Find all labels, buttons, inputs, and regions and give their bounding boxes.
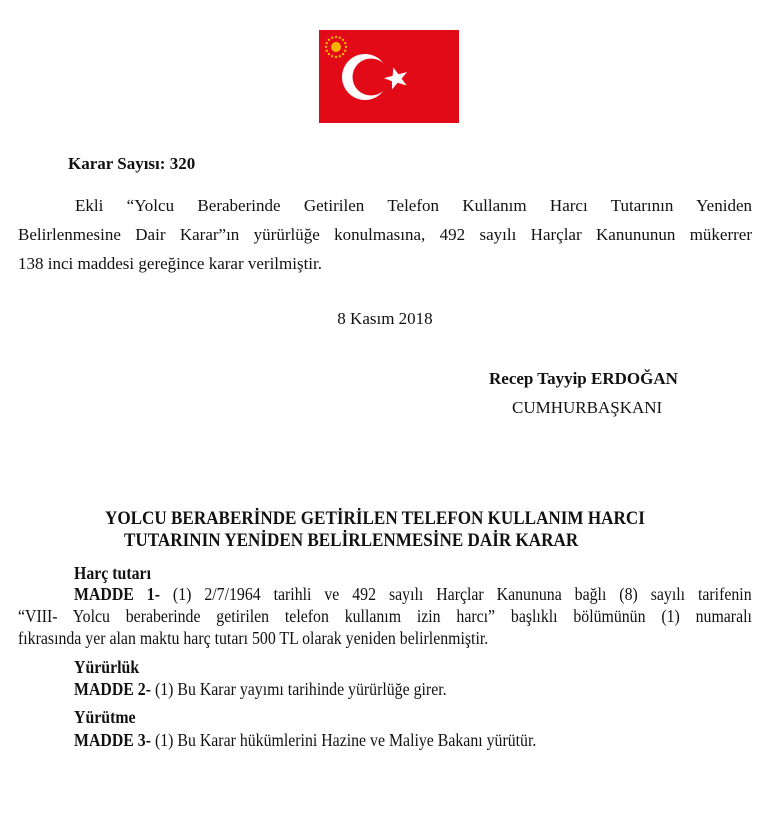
emblem-star (342, 39, 344, 41)
article-text: (1) Bu Karar hükümlerini Hazine ve Maliye Bakanı yürütür. (154, 730, 537, 750)
article-line (74, 730, 536, 751)
decree-title-line: TUTARININ YENİDEN BELİRLENMESİNE DAİR KARAR (124, 530, 579, 551)
article-heading: Harç tutarı (74, 563, 151, 583)
emblem-star (331, 55, 333, 57)
signatory-name: Recep Tayyip ERDOĞAN (489, 369, 678, 388)
emblem-star (325, 46, 327, 48)
article-heading: Yürütme (74, 707, 136, 727)
article-line: fıkrasında yer alan maktu harç tutarı 500 TL olarak yeniden belirlenmiştir. (18, 628, 489, 648)
decision-number (68, 154, 195, 174)
emblem-star (339, 55, 341, 57)
article-line (74, 679, 447, 700)
emblem-star (326, 42, 328, 44)
article-label: MADDE 1- (74, 584, 160, 604)
decision-number-label: Karar Sayısı: (68, 154, 166, 173)
emblem-star (328, 53, 330, 55)
article-line: “VIII- Yolcu beraberinde getirilen telefon kullanım izin harcı” başlıklı bölümünün (1) numaralı (18, 606, 752, 626)
emblem-star (328, 39, 330, 41)
article-text: (1) Bu Karar yayımı tarihinde yürürlüğe girer. (154, 679, 447, 699)
emblem-star (339, 37, 341, 39)
intro-line: 138 inci maddesi gereğince karar verilmiştir. (18, 254, 323, 273)
emblem-star (335, 36, 337, 38)
article-heading: Yürürlük (74, 657, 140, 677)
turkish-presidential-flag-icon (319, 30, 459, 123)
intro-line: Ekli “Yolcu Beraberinde Getirilen Telefon Kullanım Harcı Tutarının Yeniden (75, 196, 752, 215)
date: 8 Kasım 2018 (337, 309, 433, 328)
emblem-star (335, 56, 337, 58)
decision-number-value: 320 (169, 154, 196, 173)
emblem-star (326, 50, 328, 52)
article-line (74, 584, 752, 605)
article-label: MADDE 2- (74, 679, 151, 699)
emblem-star (345, 46, 347, 48)
decree-title-line: YOLCU BERABERİNDE GETİRİLEN TELEFON KULLANIM HARCI (105, 508, 645, 529)
signatory-title: CUMHURBAŞKANI (512, 398, 663, 417)
article-label: MADDE 3- (74, 730, 151, 750)
intro-line: Belirlenmesine Dair Karar”ın yürürlüğe konulmasına, 492 sayılı Harçlar Kanununun mükerrer (18, 225, 752, 244)
article-text: (1) 2/7/1964 tarihli ve 492 sayılı Harçlar Kanununa bağlı (8) sayılı tarifenin (172, 584, 752, 604)
emblem-star (331, 37, 333, 39)
emblem-star (344, 42, 346, 44)
emblem-star (342, 53, 344, 55)
emblem-star (344, 50, 346, 52)
